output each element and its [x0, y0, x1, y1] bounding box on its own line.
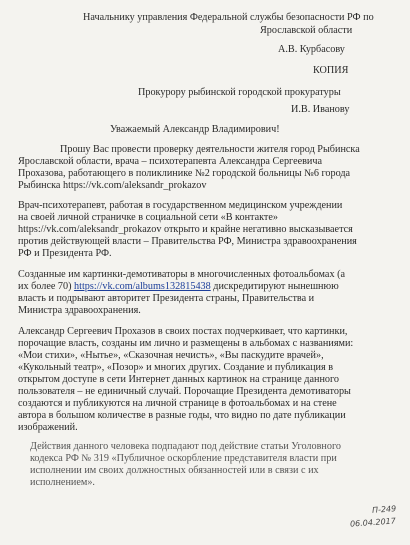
paragraph-2-line: на своей личной страничке в социальной сети «В контакте»: [18, 212, 279, 223]
paragraph-2-line: https://vk.com/aleksandr_prokazov открыто и крайне негативно высказывается: [18, 224, 353, 235]
paragraph-2-line: против действующей власти – Правительства РФ, Министра здравоохранения: [18, 236, 357, 247]
copy-label: КОПИЯ: [313, 65, 349, 76]
paragraph-2-line: РФ и Президента РФ.: [18, 248, 112, 259]
paragraph-3-line: Созданные им картинки-демотиваторы в многочисленных фотоальбомах (а: [18, 269, 346, 280]
paragraph-4-line: «Мои стихи», «Нытье», «Сказочная нечисть», «Вы паскудите врачей»,: [18, 350, 324, 361]
addressee-name: А.В. Курбасову: [278, 44, 345, 55]
albums-link[interactable]: https://vk.com/albums132815438: [74, 281, 211, 292]
paragraph-3-text: дискредитируют нынешнюю: [210, 281, 339, 292]
paragraph-4-line: создаются и публикуются на личной странице в фотоальбомах и на стене: [18, 398, 337, 409]
prosecutor-line: Прокурору рыбинской городской прокуратуры: [138, 87, 341, 98]
addressee-line-1: Начальнику управления Федеральной службы безопасности РФ по: [83, 12, 374, 23]
handwritten-date: 06.04.2017: [349, 516, 397, 529]
paragraph-4-line: «Кукольный театр», «Позор» и многих других. Создание и публикация в: [18, 362, 334, 373]
paragraph-3-line: [18, 281, 339, 293]
paragraph-2-line: Врач-психотерапевт, работая в государственном медицинском учреждении: [18, 200, 343, 211]
paragraph-1-line: Ярославской области, врача – психотерапевта Александра Сергеевича: [18, 156, 323, 167]
paragraph-3-line: власть и подрывают авторитет Президента страны, Правительства и: [18, 293, 315, 304]
paragraph-4-line: пользователя – не единичный случай. Порочащие Президента демотиваторы: [18, 386, 351, 397]
paragraph-5-line: исполнением».: [30, 477, 95, 488]
paragraph-1-line: Прохазова, работающего в поликлинике №2 городской больницы №6 города: [18, 168, 351, 179]
paragraph-3-text: их более 70): [18, 281, 75, 292]
paragraph-1-line: Прошу Вас провести проверку деятельности жителя город Рыбинска: [60, 144, 360, 155]
paragraph-5-line: Действия данного человека подпадают под действие статьи Уголовного: [30, 441, 341, 452]
paragraph-4-line: Александр Сергеевич Прохазов в своих постах подчеркивает, что картинки,: [18, 326, 348, 337]
paragraph-4-line: порочащие власть, созданы им лично и размещены в альбомах с названиями:: [18, 338, 354, 349]
paragraph-1-line: Рыбинска https://vk.com/aleksandr_prokazov: [18, 180, 207, 191]
paragraph-4-line: автора в большом количестве в разные годы, что видно по дате публикации: [18, 410, 346, 421]
salutation: Уважаемый Александр Владимирович!: [110, 124, 280, 135]
addressee-line-2: Ярославской области: [260, 25, 353, 36]
paragraph-4-line: открытом доступе в сети Интернет данных картинок на странице данного: [18, 374, 340, 385]
prosecutor-name: И.В. Иванову: [291, 104, 350, 115]
paragraph-4-line: изображений.: [18, 422, 78, 433]
handwritten-number: П-249: [371, 504, 397, 515]
paragraph-5-line: кодекса РФ № 319 «Публичное оскорбление представителя власти при: [30, 453, 337, 464]
paragraph-5-line: исполнении им своих должностных обязанностей или в связи с их: [30, 465, 319, 476]
paragraph-3-line: Министра здравоохранения.: [18, 305, 141, 316]
